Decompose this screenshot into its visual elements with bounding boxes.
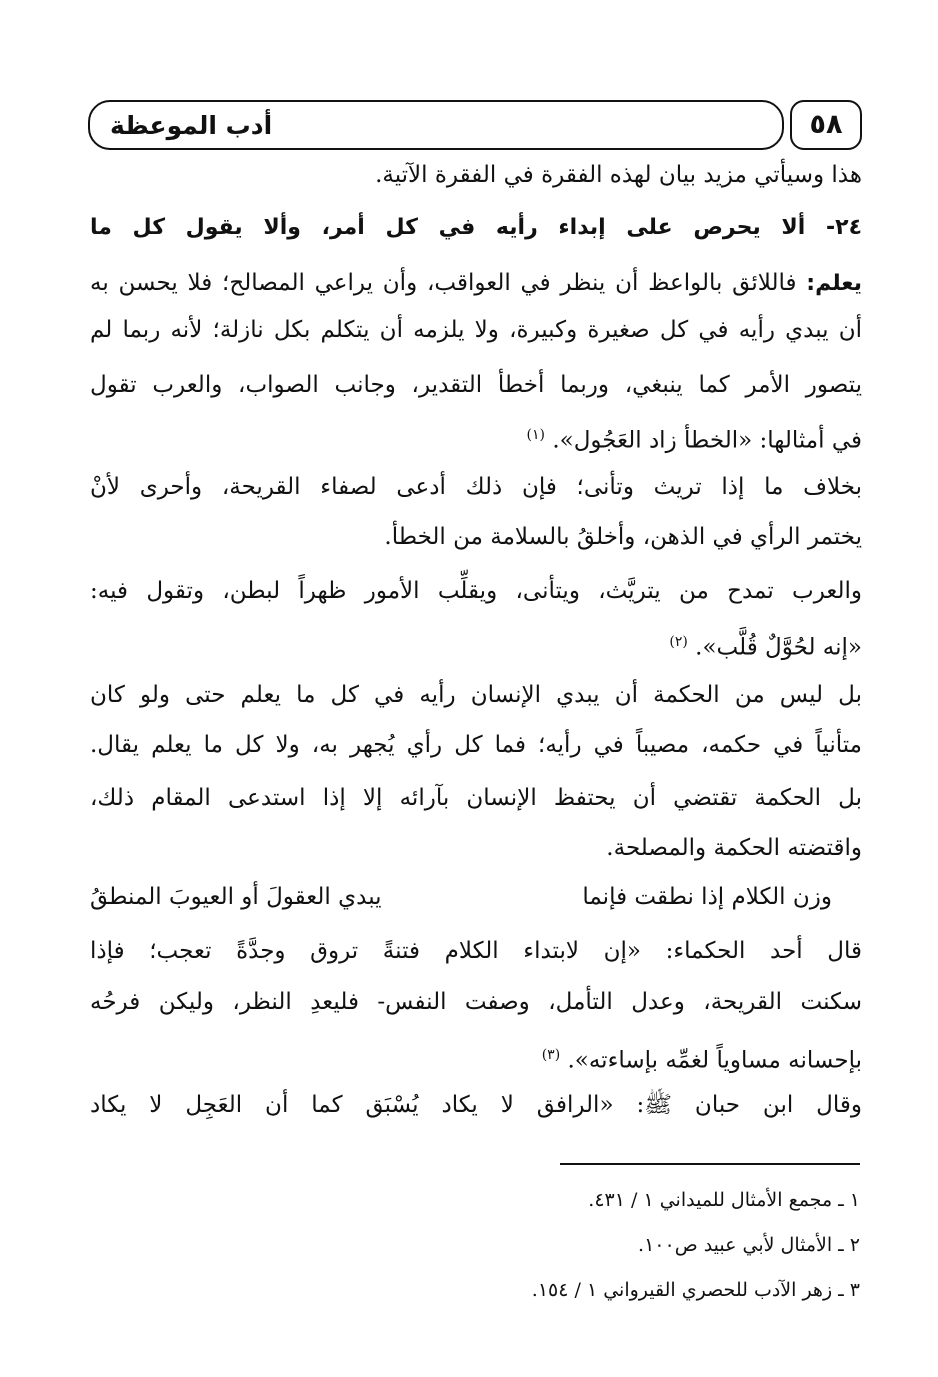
footnote-ref: (٣) bbox=[541, 1047, 561, 1063]
poem-second-hemistich: يبدي العقولَ أو العيوبَ المنطقُ bbox=[90, 884, 382, 910]
footnote-ref: (٢) bbox=[669, 634, 688, 650]
footnote-separator bbox=[560, 1163, 860, 1165]
footnote-ref: (١) bbox=[526, 427, 545, 443]
text-line: وقال ابن حبان ﷺ: «الرافق لا يكاد يُسْبَق كما أن العَجِل لا يكاد bbox=[90, 1092, 862, 1118]
text-line: واقتضته الحكمة والمصلحة. bbox=[606, 835, 862, 861]
text-line: في أمثالها: «الخطأ زاد العَجُول». $^{(١)}$ bbox=[526, 427, 862, 454]
text-line: متأنياً في حكمه، مصيباً في رأيه؛ فما كل رأي يُجهر به، ولا كل ما يعلم يقال. bbox=[90, 732, 862, 758]
running-title: أدب الموعظة bbox=[110, 111, 273, 140]
text-line: والعرب تمدح من يتريَّث، ويتأنى، ويقلِّب الأمور ظهراً لبطن، وتقول فيه: bbox=[90, 578, 862, 604]
text-line: «إنه لحُوَّلٌ قُلَّب». $^{(٢)}$ bbox=[669, 634, 862, 661]
text-line: أن يبدي رأيه في كل صغيرة وكبيرة، ولا يلزمه أن يتكلم بكل نازلة؛ لأنه ربما لم bbox=[90, 317, 862, 343]
text-line: سكنت القريحة، وعدل التأمل، وصفت النفس- فليعدِ النظر، وليكن فرحُه bbox=[90, 989, 862, 1015]
text-line: يعلم: فاللائق بالواعظ أن ينظر في العواقب، وأن يراعي المصالح؛ فلا يحسن به bbox=[90, 270, 862, 296]
section-heading: ٢٤- ألا يحرص على إبداء رأيه في كل أمر، وألا يقول كل ما bbox=[90, 215, 862, 240]
text-line: هذا وسيأتي مزيد بيان لهذه الفقرة في الفقرة الآتية. bbox=[375, 162, 862, 188]
text-line: بل الحكمة تقتضي أن يحتفظ الإنسان بآرائه إلا إذا استدعى المقام ذلك، bbox=[90, 785, 862, 811]
poem-first-hemistich: وزن الكلام إذا نطقت فإنما bbox=[582, 884, 832, 910]
footnote: ٣ ـ زهر الآدب للحصري القيرواني ١ / ١٥٤. bbox=[531, 1279, 860, 1301]
text-line: قال أحد الحكماء: «إن لابتداء الكلام فتنةً تروق وجدَّةً تعجب؛ فإذا bbox=[90, 938, 862, 964]
footnote: ٢ ـ الأمثال لأبي عبيد ص١٠٠. bbox=[638, 1234, 860, 1256]
text-line: يتصور الأمر كما ينبغي، وربما أخطأ التقدير، وجانب الصواب، والعرب تقول bbox=[90, 372, 862, 398]
page-number: ٥٨ bbox=[790, 100, 862, 150]
text-line: بإحسانه مساوياً لغمِّه بإساءته». $^{(٣)}$ bbox=[541, 1047, 862, 1074]
text-line: بل ليس من الحكمة أن يبدي الإنسان رأيه في كل ما يعلم حتى ولو كان bbox=[90, 682, 862, 708]
text-line: بخلاف ما إذا تريث وتأنى؛ فإن ذلك أدعى لصفاء القريحة، وأحرى لأنْ bbox=[90, 474, 862, 500]
text-line: يختمر الرأي في الذهن، وأخلقُ بالسلامة من الخطأ. bbox=[384, 524, 862, 550]
heading-keyword: يعلم: bbox=[806, 271, 862, 296]
footnote: ١ ـ مجمع الأمثال للميداني ١ / ٤٣١. bbox=[588, 1189, 860, 1211]
